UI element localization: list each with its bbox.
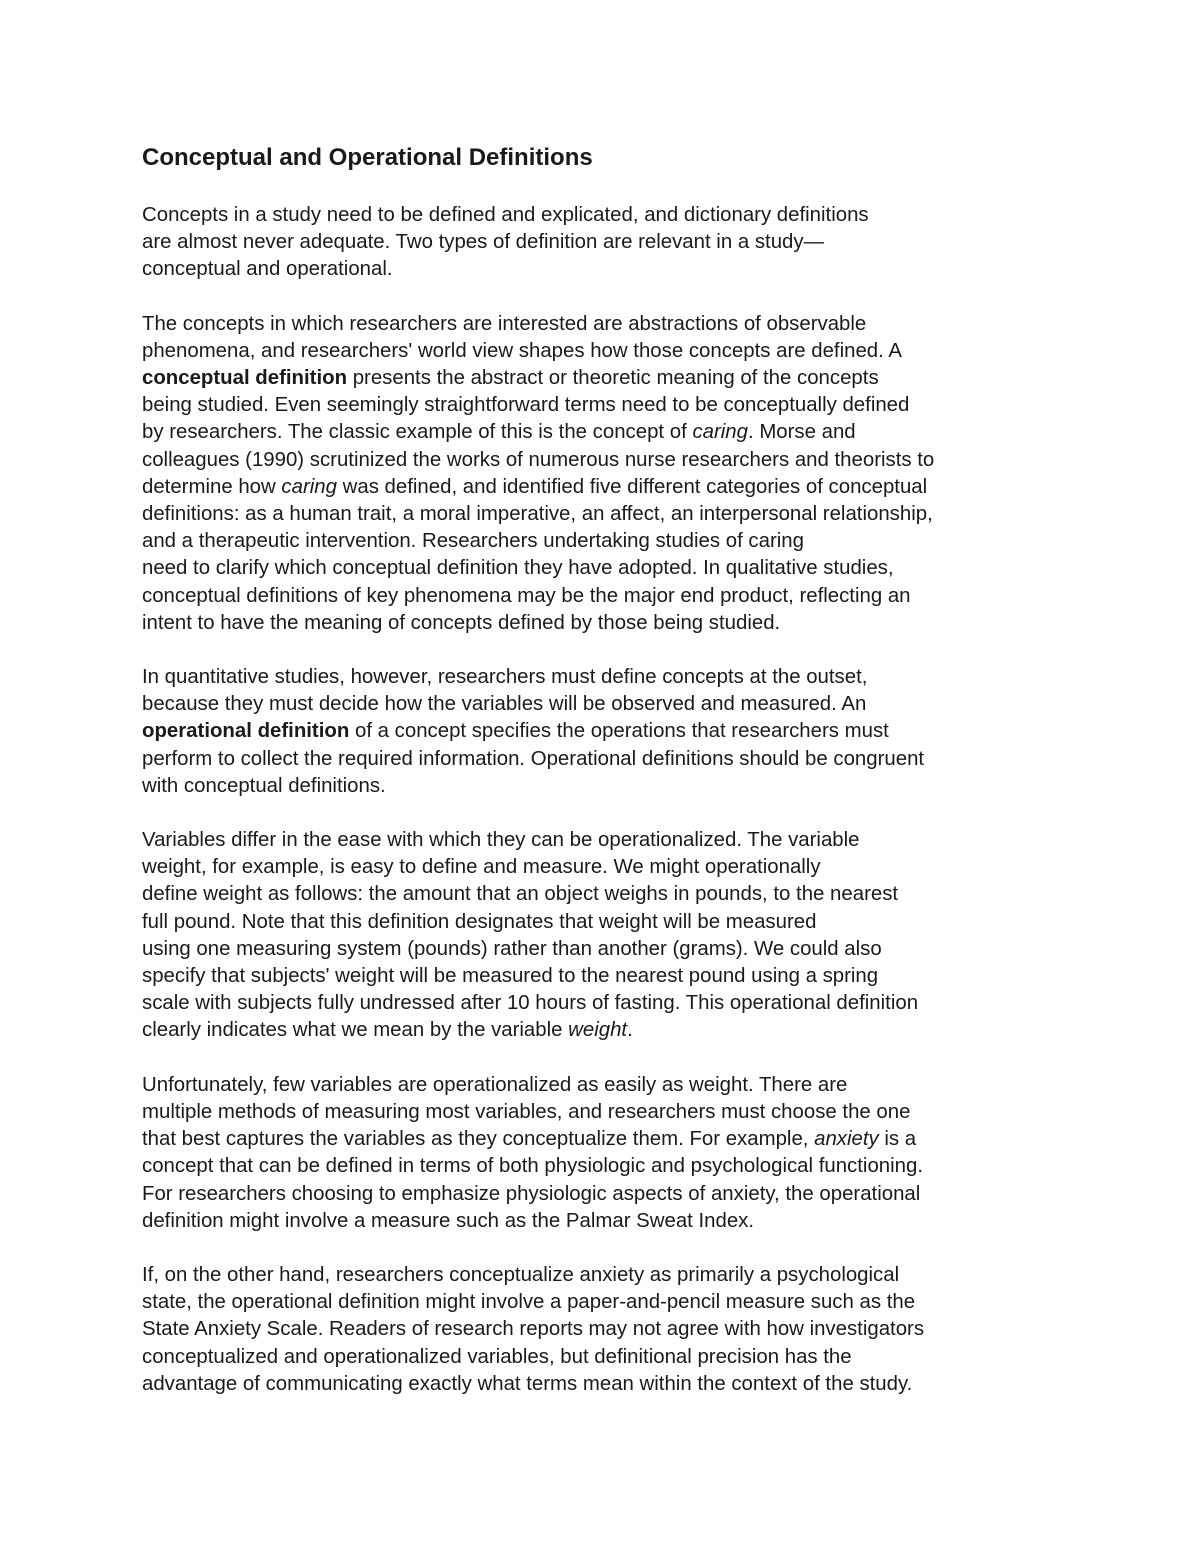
paragraph-operational-definition [142,664,1072,800]
text-fragment: presents the abstract or theoretic meaning of the concepts [347,367,879,390]
paragraph-conceptual-definition [142,311,1072,637]
page-title: Conceptual and Operational Definitions [142,144,593,171]
text-line: and a therapeutic intervention. Researchers undertaking studies of caring [142,530,804,553]
text-line: conceptual and operational. [142,258,393,281]
text-line: Unfortunately, few variables are operationalized as easily as weight. There are [142,1073,848,1096]
paragraph-intro [142,202,1072,284]
text-line: State Anxiety Scale. Readers of research reports may not agree with how investigators [142,1318,925,1341]
text-line: are almost never adequate. Two types of definition are relevant in a study— [142,231,824,254]
text-line [142,718,1072,745]
text-line: using one measuring system (pounds) rather than another (grams). We could also [142,937,882,960]
text-fragment: by researchers. The classic example of this is the concept of [142,421,693,444]
paragraph-weight-example [142,827,1072,1045]
text-fragment: . Morse and [747,421,856,444]
text-line: concept that can be defined in terms of both physiologic and psychological functioning. [142,1155,924,1178]
text-line: need to clarify which conceptual definition they have adopted. In qualitative studies, [142,557,894,580]
text-line [142,1126,1072,1153]
text-line: phenomena, and researchers' world view shapes how those concepts are defined. A [142,339,902,362]
emphasis-caring: caring [281,475,337,498]
text-line: The concepts in which researchers are interested are abstractions of observable [142,312,867,335]
text-line: full pound. Note that this definition designates that weight will be measured [142,910,817,933]
text-line: conceptualized and operationalized variables, but definitional precision has the [142,1345,852,1368]
text-line: because they must decide how the variables will be observed and measured. An [142,693,867,716]
text-line [142,419,1072,446]
text-line: multiple methods of measuring most variables, and researchers must choose the one [142,1100,911,1123]
text-fragment: . [627,1019,633,1042]
emphasis-caring: caring [692,421,748,444]
paragraph-anxiety-example [142,1072,1072,1235]
text-line: state, the operational definition might involve a paper-and-pencil measure such as the [142,1291,916,1314]
text-fragment: of a concept specifies the operations that researchers must [349,720,889,743]
emphasis-weight: weight [568,1019,628,1042]
text-fragment: clearly indicates what we mean by the variable [142,1019,569,1042]
term-conceptual-definition: conceptual definition [142,367,348,390]
text-line: In quantitative studies, however, researchers must define concepts at the outset, [142,666,868,689]
term-operational-definition: operational definition [142,720,350,743]
text-fragment: was defined, and identified five different categories of conceptual [336,475,928,498]
text-line [142,474,1072,501]
emphasis-anxiety: anxiety [814,1128,879,1151]
document-page [142,140,1072,1398]
text-line: colleagues (1990) scrutinized the works of numerous nurse researchers and theorists to [142,448,935,471]
text-line: being studied. Even seemingly straightforward terms need to be conceptually defined [142,394,910,417]
text-line: Concepts in a study need to be defined and explicated, and dictionary definitions [142,204,869,226]
text-line: scale with subjects fully undressed after 10 hours of fasting. This operational definition [142,992,919,1015]
text-line [142,1017,1072,1044]
text-line: For researchers choosing to emphasize physiologic aspects of anxiety, the operational [142,1182,921,1205]
text-line: specify that subjects' weight will be measured to the nearest pound using a spring [142,965,879,988]
text-line: conceptual definitions of key phenomena may be the major end product, reflecting an [142,584,911,607]
text-line: with conceptual definitions. [142,774,386,797]
text-line: weight, for example, is easy to define and measure. We might operationally [142,856,821,879]
text-line: perform to collect the required information. Operational definitions should be congruent [142,747,925,770]
paragraph-conclusion [142,1262,1072,1398]
text-fragment: determine how [142,475,282,498]
text-fragment: that best captures the variables as they conceptualize them. For example, [142,1128,815,1151]
text-line: Variables differ in the ease with which they can be operationalized. The variable [142,829,860,852]
text-line [142,365,1072,392]
text-line: definitions: as a human trait, a moral imperative, an affect, an interpersonal relationship, [142,503,933,526]
text-fragment: is a [878,1128,917,1151]
text-line: intent to have the meaning of concepts defined by those being studied. [142,611,781,634]
text-line: define weight as follows: the amount that an object weighs in pounds, to the nearest [142,883,899,906]
text-line: If, on the other hand, researchers conceptualize anxiety as primarily a psychological [142,1263,900,1286]
text-line: definition might involve a measure such as the Palmar Sweat Index. [142,1209,755,1232]
text-line: advantage of communicating exactly what terms mean within the context of the study. [142,1372,913,1395]
